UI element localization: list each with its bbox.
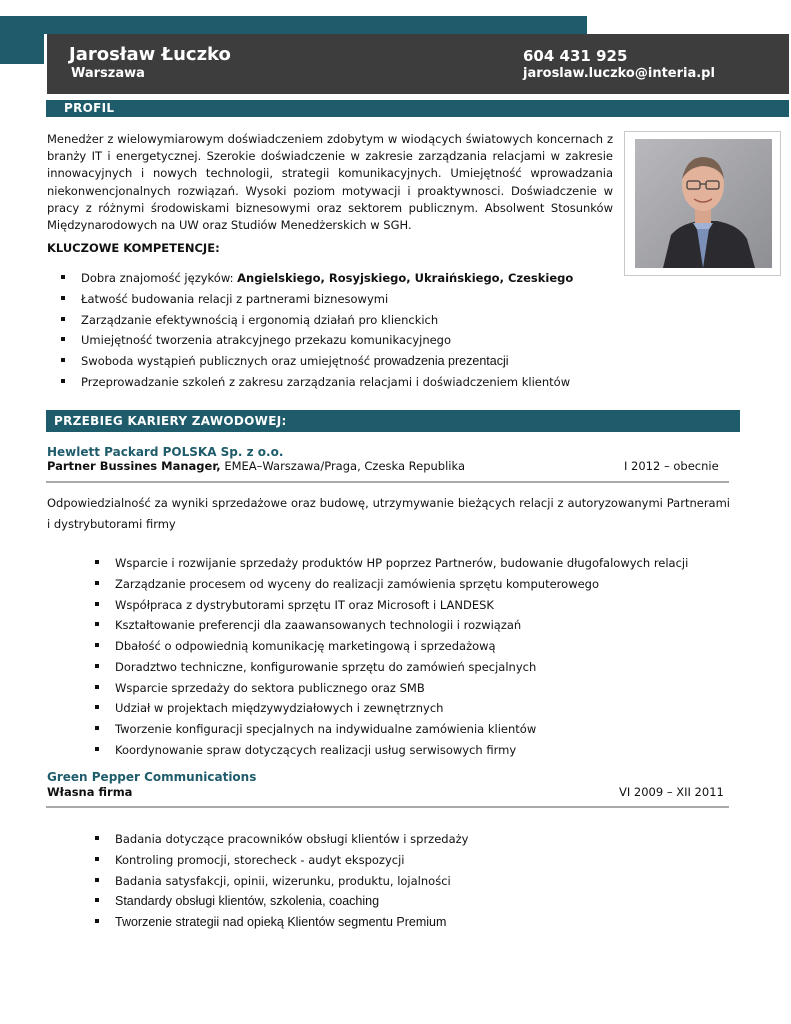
bullet-icon bbox=[61, 358, 65, 362]
list-item: Dobra znajomość języków: Angielskiego, Rosyjskiego, Ukraińskiego, Czeskiego bbox=[58, 268, 618, 289]
job-role: Partner Bussines Manager, EMEA–Warszawa/Praga, Czeska Republika bbox=[47, 459, 466, 473]
competences-heading: KLUCZOWE KOMPETENCJE: bbox=[47, 241, 220, 255]
bullet-icon bbox=[95, 878, 99, 882]
bullet-icon bbox=[95, 919, 99, 923]
list-item: Standardy obsługi klientów, szkolenia, coaching bbox=[92, 891, 742, 912]
profile-photo bbox=[624, 131, 781, 276]
profile-summary: Menedżer z wielowymiarowym doświadczeniem zdobytym w wiodących światowych koncernach z branży IT i energetycznej. Szerokie doświadczenie w zakresie zarządzania relacjami w zakresie innowacyjnych i nowych technologii, strategii komunikacyjnych. Umiejętność wprowadzania niekonwencjonalnych rozwiązań. Wysoki poziom motywacji i proaktywnosci. Doświadczenie w pracy z różnymi środowiskami biznesowymi oraz sektorem publicznym. Absolwent Stosunków Międzynarodowych na UW oraz Studiów Menedżerskich w SGH. bbox=[47, 132, 613, 233]
header-accent-block bbox=[0, 16, 44, 64]
list-item: Kształtowanie preferencji dla zaawansowanych technologii i rozwiązań bbox=[92, 615, 742, 636]
list-item: Badania satysfakcji, opinii, wizerunku, produktu, lojalności bbox=[92, 871, 742, 892]
list-item: Swoboda wystąpień publicznych oraz umiejętność prowadzenia prezentacji bbox=[58, 351, 618, 372]
job-role: Własna firma bbox=[47, 785, 133, 799]
bullet-icon bbox=[61, 275, 65, 279]
candidate-city: Warszawa bbox=[71, 66, 145, 81]
candidate-email[interactable]: jaroslaw.luczko@interia.pl bbox=[523, 66, 715, 81]
list-item: Udział w projektach międzywydziałowych i zewnętrznych bbox=[92, 698, 742, 719]
bullet-icon bbox=[61, 337, 65, 341]
list-item: Tworzenie konfiguracji specjalnych na indywidualne zamówienia klientów bbox=[92, 719, 742, 740]
candidate-phone: 604 431 925 bbox=[523, 47, 628, 65]
bullet-icon bbox=[61, 379, 65, 383]
list-item: Doradztwo techniczne, konfigurowanie sprzętu do zamówień specjalnych bbox=[92, 657, 742, 678]
bullet-icon bbox=[95, 836, 99, 840]
divider bbox=[46, 481, 729, 483]
candidate-name: Jarosław Łuczko bbox=[69, 44, 231, 65]
bullet-icon bbox=[95, 602, 99, 606]
header-accent-bar bbox=[0, 16, 587, 34]
section-heading-profil: PROFIL bbox=[46, 100, 789, 117]
job-period: I 2012 – obecnie bbox=[624, 459, 719, 473]
portrait-image bbox=[635, 139, 772, 268]
job-company: Green Pepper Communications bbox=[47, 770, 257, 784]
competences-list bbox=[58, 268, 618, 393]
header-banner bbox=[44, 34, 789, 94]
list-item: Tworzenie strategii nad opieką Klientów segmentu Premium bbox=[92, 912, 742, 933]
bullet-icon bbox=[95, 747, 99, 751]
bullet-icon bbox=[95, 581, 99, 585]
bullet-icon bbox=[95, 726, 99, 730]
list-item: Zarządzanie efektywnością i ergonomią działań pro klienckich bbox=[58, 310, 618, 331]
list-item: Współpraca z dystrybutorami sprzętu IT oraz Microsoft i LANDESK bbox=[92, 595, 742, 616]
list-item: Wsparcie sprzedaży do sektora publicznego oraz SMB bbox=[92, 678, 742, 699]
section-heading-kariera: PRZEBIEG KARIERY ZAWODOWEJ: bbox=[46, 410, 740, 432]
list-item: Badania dotyczące pracowników obsługi klientów i sprzedaży bbox=[92, 829, 742, 850]
list-item: Wsparcie i rozwijanie sprzedaży produktów HP poprzez Partnerów, budowanie długofalowych relacji bbox=[92, 553, 742, 574]
bullet-icon bbox=[95, 643, 99, 647]
bullet-icon bbox=[95, 898, 99, 902]
bullet-icon bbox=[95, 560, 99, 564]
bullet-icon bbox=[95, 705, 99, 709]
list-item: Zarządzanie procesem od wyceny do realizacji zamówienia sprzętu komputerowego bbox=[92, 574, 742, 595]
bullet-icon bbox=[61, 296, 65, 300]
list-item: Koordynowanie spraw dotyczących realizacji usług serwisowych firmy bbox=[92, 740, 742, 761]
bullet-icon bbox=[95, 685, 99, 689]
list-item: Przeprowadzanie szkoleń z zakresu zarządzania relacjami i doświadczeniem klientów bbox=[58, 372, 618, 393]
job-period: VI 2009 – XII 2011 bbox=[619, 785, 724, 799]
list-item: Umiejętność tworzenia atrakcyjnego przekazu komunikacyjnego bbox=[58, 330, 618, 351]
list-item: Łatwość budowania relacji z partnerami biznesowymi bbox=[58, 289, 618, 310]
job-company: Hewlett Packard POLSKA Sp. z o.o. bbox=[47, 445, 284, 459]
divider bbox=[46, 806, 729, 808]
job-duties-list bbox=[92, 553, 742, 761]
bullet-icon bbox=[95, 857, 99, 861]
bullet-icon bbox=[95, 664, 99, 668]
list-item: Dbałość o odpowiednią komunikację marketingową i sprzedażową bbox=[92, 636, 742, 657]
bullet-icon bbox=[95, 622, 99, 626]
list-item: Kontroling promocji, storecheck - audyt ekspozycji bbox=[92, 850, 742, 871]
job-duties-list bbox=[92, 829, 742, 933]
bullet-icon bbox=[61, 317, 65, 321]
job-responsibility: Odpowiedzialność za wyniki sprzedażowe oraz budowę, utrzymywanie bieżących relacji z autoryzowanymi Partnerami i dystrybutorami firmy bbox=[47, 496, 730, 531]
